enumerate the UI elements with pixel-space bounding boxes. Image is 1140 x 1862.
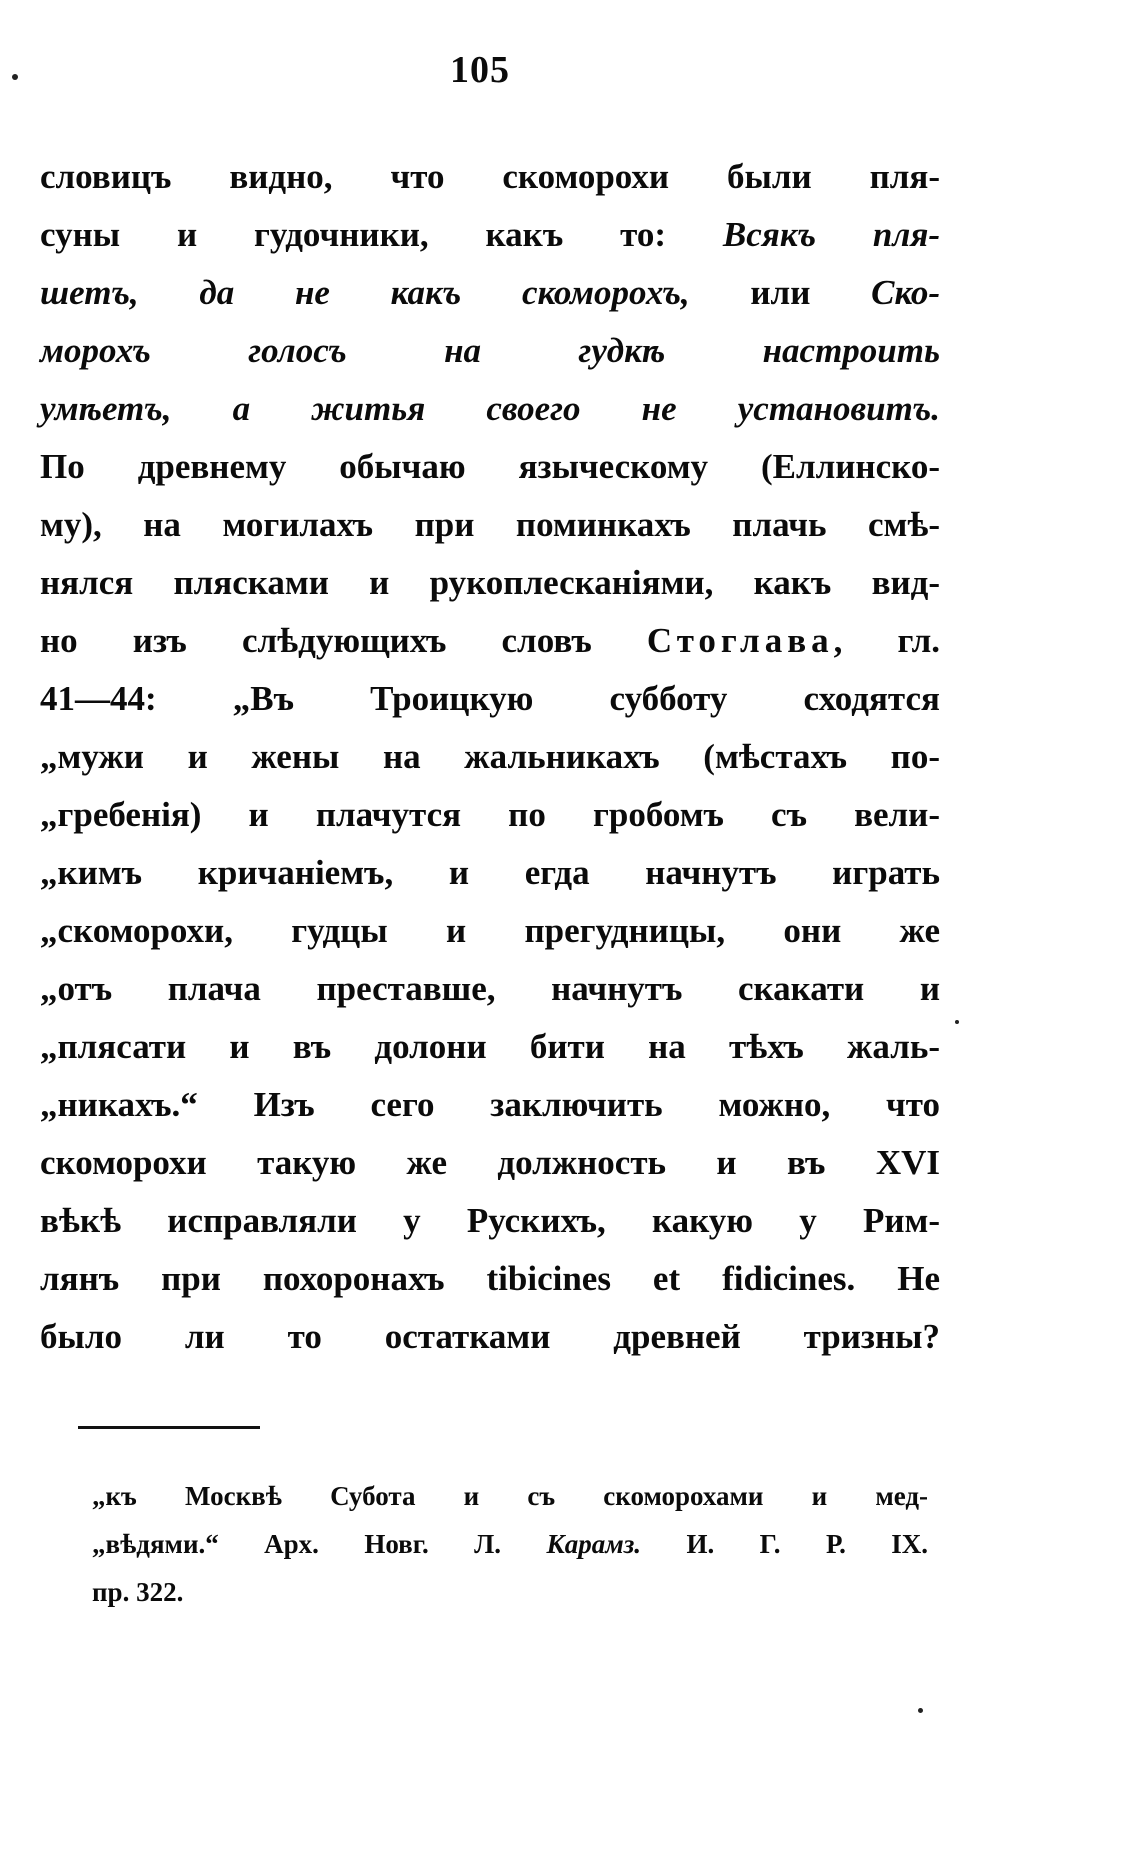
text-line bbox=[40, 1250, 940, 1308]
text-line bbox=[40, 554, 940, 612]
text-run: „мужи и жены на жальникахъ (мѣстахъ по- bbox=[40, 737, 940, 776]
text-run: „кимъ кричаніемъ, и егда начнутъ играть bbox=[40, 853, 940, 892]
footnote-italic-run: Карамз. bbox=[546, 1529, 642, 1559]
text-run: вѣкѣ исправляли у Рускихъ, какую у Рим- bbox=[40, 1201, 940, 1240]
text-run: , гл. bbox=[833, 621, 940, 660]
footnote bbox=[92, 1472, 928, 1616]
footnote-divider bbox=[78, 1426, 260, 1429]
italic-run: шетъ, да не какъ скоморохъ, bbox=[40, 273, 690, 312]
text-run: „гребенія) и плачутся по гробомъ съ вели- bbox=[40, 795, 940, 834]
text-line bbox=[40, 960, 940, 1018]
text-run: 41—44: „Въ Троицкую субботу сходятся bbox=[40, 679, 940, 718]
text-run: лянъ при похоронахъ tibicines et fidicines. Не bbox=[40, 1259, 940, 1298]
text-line bbox=[40, 496, 940, 554]
text-run: По древнему обычаю языческому (Еллинско- bbox=[40, 447, 940, 486]
text-run: му), на могилахъ при поминкахъ плачь смѣ- bbox=[40, 505, 940, 544]
footnote-line bbox=[92, 1520, 928, 1568]
text-line bbox=[40, 902, 940, 960]
footnote-line bbox=[92, 1472, 928, 1520]
footnote-run: „вѣдями.“ Арх. Новг. Л. bbox=[92, 1529, 547, 1559]
text-run: „никахъ.“ Изъ сего заключить можно, что bbox=[40, 1085, 940, 1124]
text-line bbox=[40, 844, 940, 902]
text-run: скоморохи такую же должность и въ XVI bbox=[40, 1143, 940, 1182]
spaced-run: Стоглава bbox=[646, 621, 834, 660]
italic-run: Ско- bbox=[871, 273, 940, 312]
text-line bbox=[40, 786, 940, 844]
footnote-line bbox=[92, 1568, 928, 1616]
text-line bbox=[40, 1076, 940, 1134]
text-line bbox=[40, 322, 940, 380]
scan-speck bbox=[955, 1020, 959, 1024]
page-number: 105 bbox=[450, 49, 510, 91]
text-run: словицъ видно, что скоморохи были пля- bbox=[40, 157, 940, 196]
text-run: „отъ плача преставше, начнутъ скакати и bbox=[40, 969, 940, 1008]
text-run: нялся плясками и рукоплесканіями, какъ вид- bbox=[40, 563, 940, 602]
text-line bbox=[40, 1192, 940, 1250]
text-run: было ли то остатками древней тризны? bbox=[40, 1317, 940, 1356]
text-run: „скоморохи, гудцы и прегудницы, они же bbox=[40, 911, 940, 950]
italic-run: умѣетъ, а житья своего не установитъ. bbox=[40, 389, 940, 428]
scan-speck bbox=[12, 74, 18, 80]
text-line bbox=[40, 206, 940, 264]
text-line bbox=[40, 612, 940, 670]
scan-speck bbox=[918, 1708, 923, 1713]
italic-run: Всякъ пля- bbox=[722, 215, 941, 254]
text-run: „плясати и въ долони бити на тѣхъ жаль- bbox=[40, 1027, 940, 1066]
text-line bbox=[40, 1018, 940, 1076]
text-line bbox=[40, 264, 940, 322]
text-line bbox=[40, 438, 940, 496]
italic-run: морохъ голосъ на гудкѣ настроить bbox=[40, 331, 940, 370]
text-line bbox=[40, 728, 940, 786]
text-line bbox=[40, 670, 940, 728]
footnote-run: „къ Москвѣ Субота и съ скоморохами и мед- bbox=[92, 1481, 928, 1511]
footnote-run: И. Г. Р. IX. bbox=[641, 1529, 928, 1559]
footnote-run: пр. 322. bbox=[92, 1577, 184, 1607]
text-run: но изъ слѣдующихъ словъ bbox=[40, 621, 647, 660]
text-run: или bbox=[689, 273, 872, 312]
text-line bbox=[40, 380, 940, 438]
main-text bbox=[40, 148, 940, 1366]
text-line bbox=[40, 1134, 940, 1192]
text-line bbox=[40, 148, 940, 206]
text-run: суны и гудочники, какъ то: bbox=[40, 215, 723, 254]
text-line bbox=[40, 1308, 940, 1366]
